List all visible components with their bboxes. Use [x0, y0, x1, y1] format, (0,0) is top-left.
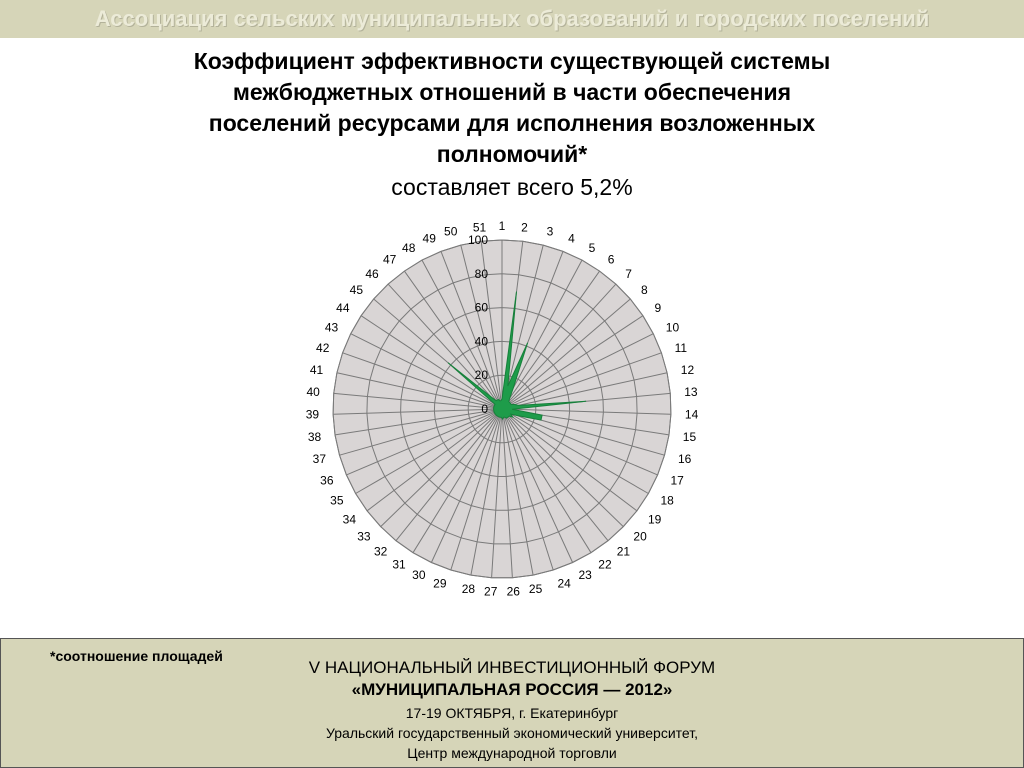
org-name: Ассоциация сельских муниципальных образований и городских поселений	[94, 6, 930, 31]
category-label: 2	[521, 220, 528, 235]
category-label: 15	[682, 430, 697, 445]
category-label: 11	[674, 341, 688, 356]
radial-tick-label: 80	[474, 266, 488, 281]
radial-tick-label: 60	[474, 300, 488, 315]
category-label: 31	[392, 557, 406, 572]
category-label: 35	[330, 493, 344, 508]
category-label: 37	[312, 452, 326, 467]
category-label: 42	[316, 341, 330, 356]
forum-name: V НАЦИОНАЛЬНЫЙ ИНВЕСТИЦИОННЫЙ ФОРУМ	[308, 658, 716, 677]
category-label: 1	[498, 219, 506, 233]
category-label: 30	[412, 568, 426, 583]
category-label: 20	[633, 529, 647, 544]
category-label: 27	[484, 584, 498, 599]
category-label: 33	[357, 529, 371, 544]
category-label: 5	[588, 240, 596, 255]
category-label: 12	[680, 362, 695, 377]
category-label: 22	[598, 557, 612, 572]
category-label: 6	[607, 252, 615, 267]
category-label: 48	[402, 240, 416, 255]
category-label: 19	[648, 512, 662, 527]
category-label: 16	[678, 452, 692, 467]
forum-venue: Уральский государственный экономический университет,	[326, 725, 698, 741]
category-label: 18	[660, 493, 674, 508]
title-line-3: поселений ресурсами для исполнения возложенных	[208, 110, 816, 136]
category-label: 51	[472, 220, 487, 235]
category-label: 21	[616, 544, 631, 559]
category-label: 47	[382, 252, 397, 267]
title-line-2: межбюджетных отношений в части обеспечения	[232, 79, 792, 105]
category-label: 49	[422, 231, 436, 246]
title-line-4: полномочий*	[436, 141, 588, 167]
category-label: 45	[349, 282, 363, 297]
category-label: 3	[546, 224, 554, 239]
category-label: 26	[506, 584, 520, 599]
category-label: 7	[625, 266, 632, 281]
category-label: 50	[444, 224, 458, 239]
category-label: 38	[307, 430, 322, 445]
forum-venue-2: Центр международной торговли	[407, 745, 617, 761]
category-label: 46	[365, 266, 379, 281]
radial-tick-label: 20	[474, 368, 488, 383]
category-label: 23	[578, 568, 592, 583]
category-label: 24	[557, 576, 571, 591]
footer-text	[0, 657, 1024, 763]
category-label: 44	[336, 300, 350, 315]
chart-subtitle: составляет всего 5,2%	[391, 174, 633, 200]
category-label: 4	[568, 231, 575, 246]
category-label: 17	[670, 473, 684, 488]
category-label: 32	[373, 544, 388, 559]
category-label: 40	[306, 385, 320, 400]
category-label: 39	[305, 407, 320, 422]
forum-title: «МУНИЦИПАЛЬНАЯ РОССИЯ — 2012»	[351, 680, 673, 699]
title-line-1: Коэффициент эффективности существующей системы	[193, 48, 831, 74]
radial-tick-label: 40	[474, 334, 488, 349]
forum-dates: 17-19 ОКТЯБРЯ, г. Екатеринбург	[405, 705, 619, 721]
footnote: *соотношение площадей	[50, 648, 223, 664]
category-label: 10	[665, 320, 680, 335]
category-label: 25	[528, 581, 543, 596]
category-label: 34	[342, 512, 356, 527]
radial-tick-label: 0	[481, 402, 488, 416]
category-label: 43	[324, 320, 339, 335]
category-label: 36	[320, 473, 334, 488]
category-label: 14	[684, 407, 699, 422]
category-label: 13	[684, 385, 698, 400]
radial-tick-label: 100	[467, 233, 488, 247]
category-label: 41	[309, 362, 324, 377]
category-label: 28	[461, 581, 476, 596]
category-label: 29	[433, 576, 447, 591]
category-label: 9	[654, 300, 662, 315]
category-label: 8	[641, 282, 648, 297]
